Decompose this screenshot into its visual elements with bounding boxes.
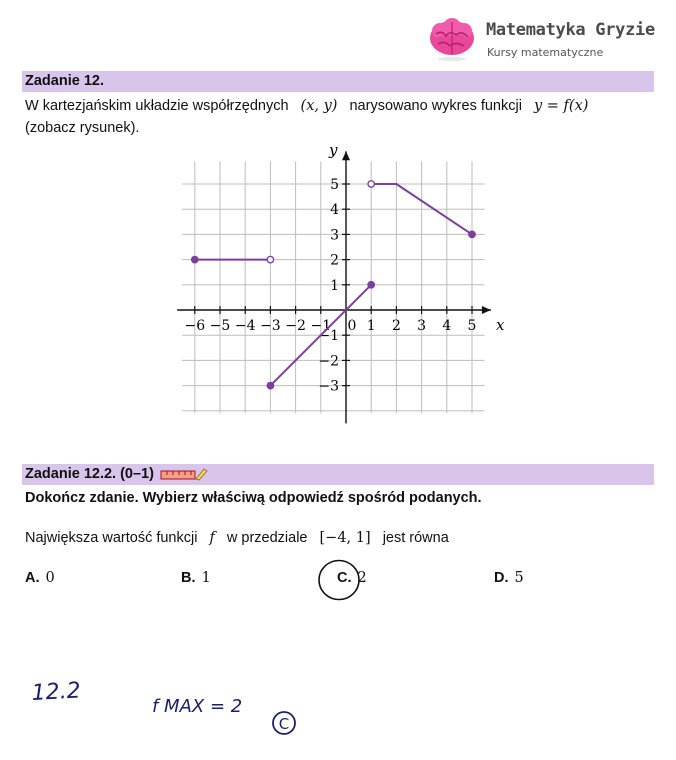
x-tick-label: 5 [467, 318, 477, 334]
x-tick-label: −5 [209, 318, 231, 334]
subtask-instruction: Dokończ zdanie. Wybierz właściwą odpowiedź spośród podanych. [25, 490, 482, 506]
y-tick-label: −2 [318, 353, 339, 370]
x-axis-label: x [495, 316, 505, 334]
function-f: f [209, 530, 215, 546]
closed-endpoint [267, 382, 273, 388]
open-endpoint [368, 181, 374, 187]
question-part1: Największa wartość funkcji [25, 530, 198, 546]
y-tick-label: −1 [318, 328, 339, 345]
x-tick-label: 1 [366, 318, 376, 334]
xy-expression: (x, y) [300, 98, 338, 114]
answer-c-value: 2 [357, 570, 367, 586]
answer-b-value: 1 [201, 570, 211, 586]
task-header: Zadanie 12. [22, 71, 654, 92]
answer-d-letter: D. [494, 570, 509, 586]
subtask-header [22, 464, 654, 485]
handwritten-task-number: 12.2 [31, 678, 82, 706]
task-text-part1: W kartezjańskim układzie współrzędnych [25, 98, 289, 114]
question [25, 530, 449, 546]
answer-a-letter: A. [25, 570, 40, 586]
x-tick-label: −6 [184, 318, 206, 334]
y-tick-label: 4 [330, 202, 339, 219]
x-tick-label: 2 [391, 318, 401, 334]
question-part2: w przedziale [226, 530, 308, 546]
y-axis-arrow [342, 151, 350, 160]
logo-subtitle: Kursy matematyczne [487, 46, 604, 59]
x-tick-label: 4 [442, 318, 452, 334]
x-tick-label: −1 [310, 318, 332, 334]
logo [426, 14, 666, 66]
x-tick-label: 0 [347, 318, 357, 334]
handwritten-notes [0, 660, 676, 760]
handwritten-choice: C [278, 715, 290, 733]
open-endpoint [267, 256, 273, 262]
task-text-part2: narysowano wykres funkcji [349, 98, 522, 114]
subtask-title: Zadanie 12.2. (0–1) [25, 466, 154, 482]
task-text-line1 [25, 98, 588, 114]
y-tick-label: 5 [330, 177, 339, 193]
x-tick-label: −4 [234, 318, 256, 334]
task-text-line2: (zobacz rysunek). [25, 120, 140, 136]
answer-b-letter: B. [181, 570, 196, 586]
y-tick-label: 1 [330, 277, 339, 294]
answer-d-value: 5 [514, 570, 524, 586]
x-tick-label: −2 [285, 318, 306, 334]
brain-logo-icon [426, 14, 478, 62]
handwritten-result: f MAX = 2 [152, 696, 243, 717]
closed-endpoint [192, 256, 198, 262]
answer-d[interactable] [494, 570, 524, 586]
y-tick-label: 3 [330, 227, 339, 244]
answer-a-value: 0 [45, 570, 55, 586]
function-graph [160, 140, 510, 430]
answer-c-letter: C. [337, 570, 352, 586]
answer-b[interactable] [181, 570, 211, 586]
x-axis-arrow [482, 306, 491, 314]
answer-a[interactable] [25, 570, 55, 586]
closed-endpoint [368, 282, 374, 288]
x-tick-label: −3 [260, 318, 281, 334]
ruler-pencil-icon [160, 467, 208, 481]
closed-endpoint [469, 231, 475, 237]
interval: [−4, 1] [319, 530, 371, 546]
y-axis-label: y [329, 141, 338, 160]
question-part3: jest równa [382, 530, 449, 546]
y-tick-label: −3 [318, 378, 339, 395]
x-tick-label: 3 [417, 318, 427, 334]
selected-answer-circle [316, 557, 362, 603]
graph-axes [177, 141, 505, 423]
logo-name: Matematyka Gryzie [486, 20, 655, 40]
function-expression: y = f(x) [533, 98, 589, 114]
y-tick-label: 2 [330, 252, 339, 269]
